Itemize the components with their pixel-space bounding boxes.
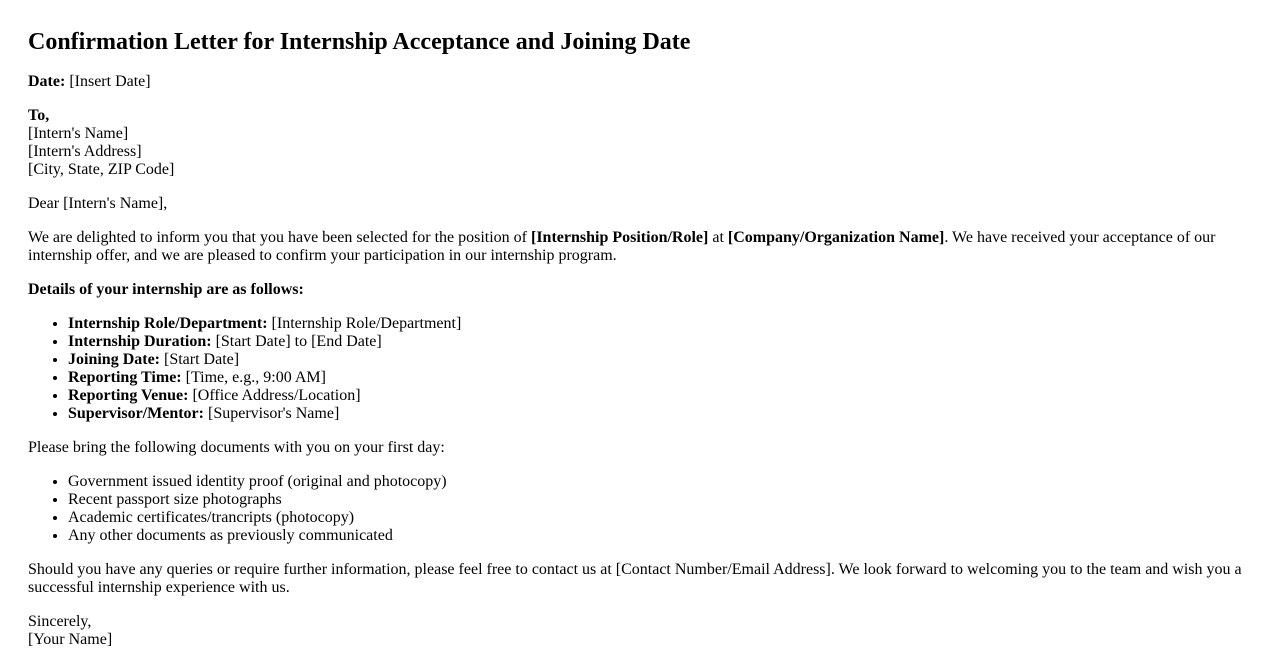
recipient-block (28, 107, 1250, 179)
letter-title: Confirmation Letter for Internship Acceptance and Joining Date (28, 29, 691, 55)
intro-paragraph (28, 229, 1250, 265)
details-list (28, 315, 1250, 423)
date-line (28, 73, 1250, 91)
documents-list (28, 473, 1250, 545)
detail-value: [Supervisor's Name] (203, 405, 340, 422)
list-item (68, 315, 1250, 333)
sign-off-closing: Sincerely, (28, 613, 92, 630)
closing-paragraph: Should you have any queries or require further information, please feel free to contact us at [Contact Number/Email Address]. We look forward to welcoming you to the team and wish you a successful internship experience with us. (28, 561, 1242, 596)
list-item (68, 351, 1250, 369)
list-item: • Academic certificates/trancripts (photocopy) (68, 509, 1250, 527)
detail-value: [Start Date] (160, 351, 240, 368)
intro-text-1: We are delighted to inform you that you have been selected for the position of (28, 229, 531, 246)
detail-label: Reporting Venue: (68, 387, 189, 404)
detail-label: Internship Role/Department: (68, 315, 268, 332)
list-item (68, 387, 1250, 405)
list-item: • Recent passport size photographs (68, 491, 1250, 509)
sign-off-block (28, 613, 1250, 649)
detail-label: Internship Duration: (68, 333, 212, 350)
list-item: • Government issued identity proof (original and photocopy) (68, 473, 1250, 491)
salutation: Dear [Intern's Name], (28, 195, 168, 212)
detail-value: [Office Address/Location] (188, 387, 361, 404)
date-label: Date: (28, 73, 66, 90)
detail-label: Supervisor/Mentor: (68, 405, 204, 422)
details-heading-text: Details of your internship are as follows: (28, 281, 304, 298)
date-value: [Insert Date] (65, 73, 151, 90)
list-item (68, 333, 1250, 351)
detail-value: [Internship Role/Department] (267, 315, 462, 332)
recipient-city-line: [City, State, ZIP Code] (28, 161, 175, 178)
to-label: To, (28, 107, 50, 124)
detail-label: Joining Date: (68, 351, 160, 368)
list-item: • Any other documents as previously communicated (68, 527, 1250, 545)
recipient-name: [Intern's Name] (28, 125, 129, 142)
detail-label: Reporting Time: (68, 369, 182, 386)
detail-value: [Start Date] to [End Date] (211, 333, 382, 350)
intro-position: [Internship Position/Role] (531, 229, 709, 246)
detail-value: [Time, e.g., 9:00 AM] (181, 369, 326, 386)
list-item (68, 369, 1250, 387)
list-item (68, 405, 1250, 423)
intro-company: [Company/Organization Name] (727, 229, 945, 246)
documents-intro: Please bring the following documents with you on your first day: (28, 439, 445, 456)
intro-text-3: . We have received your acceptance of our internship offer, and we are pleased to confirm your participation in our internship program. (28, 229, 1216, 264)
recipient-address: [Intern's Address] (28, 143, 142, 160)
intro-text-2: at (708, 229, 728, 246)
sign-off-name: [Your Name] (28, 631, 113, 648)
details-heading (28, 281, 1250, 299)
